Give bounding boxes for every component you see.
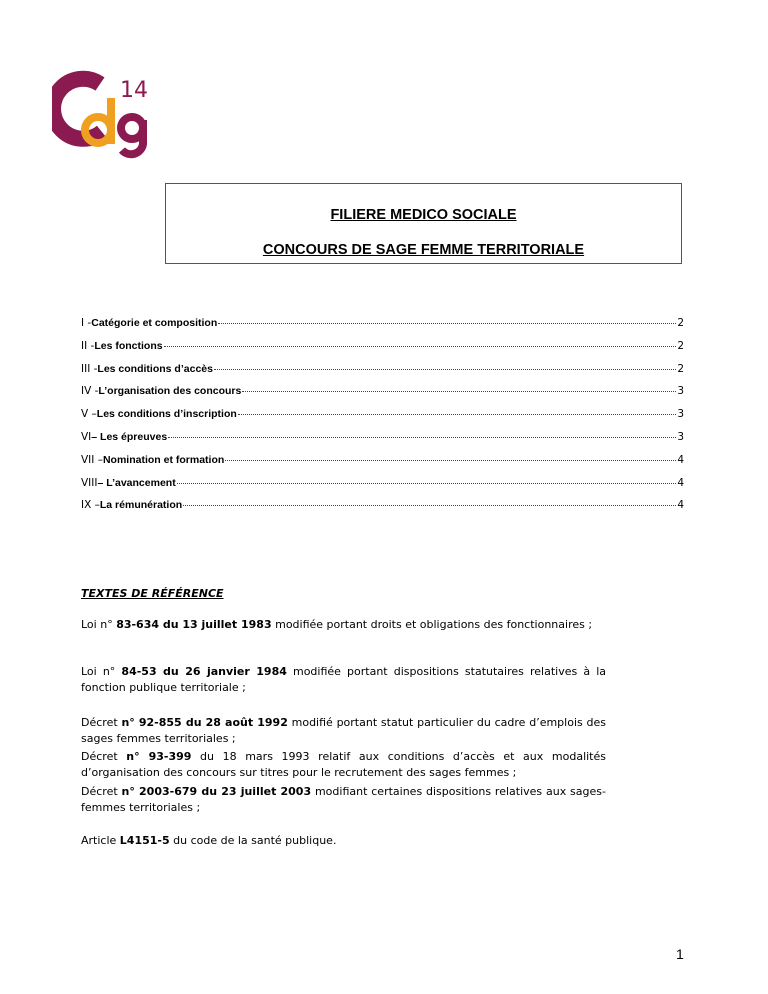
toc-item-number: I - <box>81 317 92 329</box>
reference-citation: 84-53 du 26 janvier 1984 <box>121 665 287 678</box>
toc-item[interactable] <box>81 385 684 408</box>
toc-item-number: VII – <box>81 453 103 466</box>
toc-item-label: La rémunération <box>99 499 183 512</box>
toc-leader-dots <box>177 483 677 484</box>
toc-item-label: L’organisation des concours <box>98 385 242 398</box>
document-title: CONCOURS DE SAGE FEMME TERRITORIALE <box>262 242 585 258</box>
reference-citation: n° 92-855 du 28 août 1992 <box>121 716 288 729</box>
reference-citation: n° 93-399 <box>126 750 192 763</box>
toc-item-label: Les conditions d’accès <box>97 362 213 375</box>
toc-item-number: IV - <box>81 385 99 398</box>
toc-item-label: Les fonctions <box>94 339 163 352</box>
table-of-contents <box>81 317 684 522</box>
toc-item[interactable] <box>81 431 684 454</box>
reference-description: modifié portant statut particulier du cadre d’emplois des sages femmes territoriales ; <box>81 716 606 745</box>
toc-item-label: – Les épreuves <box>91 430 168 443</box>
toc-leader-dots <box>164 346 677 347</box>
logo-number: 14 <box>120 78 148 103</box>
reference-description: du code de la santé publique. <box>169 834 337 847</box>
toc-item[interactable] <box>81 363 684 386</box>
reference-paragraph <box>81 664 606 695</box>
toc-item-label: Nomination et formation <box>102 453 225 466</box>
cdg14-logo <box>52 70 157 160</box>
toc-leader-dots <box>218 323 676 324</box>
title-box <box>165 183 682 264</box>
document-category: FILIERE MEDICO SOCIALE <box>330 207 517 223</box>
toc-item-page: 2 <box>677 362 684 375</box>
reference-citation: 83-634 du 13 juillet 1983 <box>116 618 272 631</box>
toc-item[interactable] <box>81 499 684 522</box>
reference-description: modifiée portant droits et obligations des fonctionnaires ; <box>271 618 593 631</box>
reference-paragraph <box>81 715 606 746</box>
toc-item-page: 4 <box>677 476 684 489</box>
toc-item-number: IX – <box>81 499 100 512</box>
reference-paragraph <box>81 784 606 815</box>
reference-prefix: Décret <box>81 716 122 729</box>
references-heading: TEXTES DE RÉFÉRENCE <box>81 587 224 600</box>
toc-item-page: 3 <box>677 385 684 398</box>
reference-prefix: Loi n° <box>81 618 117 631</box>
toc-item-page: 3 <box>677 430 684 443</box>
reference-prefix: Décret <box>81 785 122 798</box>
toc-item-number: II - <box>81 339 95 352</box>
reference-prefix: Article <box>81 834 120 847</box>
toc-item-page: 4 <box>677 499 684 512</box>
toc-item-number: V – <box>81 408 97 421</box>
toc-leader-dots <box>242 391 676 392</box>
toc-item-label: – L’avancement <box>97 476 176 489</box>
toc-leader-dots <box>225 460 676 461</box>
reference-paragraph <box>81 833 606 849</box>
toc-item[interactable] <box>81 317 684 340</box>
reference-citation: L4151-5 <box>119 834 170 847</box>
toc-item-page: 2 <box>677 339 684 352</box>
reference-citation: n° 2003-679 du 23 juillet 2003 <box>121 785 312 798</box>
toc-item-number: VI <box>81 430 92 443</box>
toc-item-page: 4 <box>677 453 684 466</box>
toc-item-label: Catégorie et composition <box>91 317 218 329</box>
toc-item-page: 2 <box>677 317 684 329</box>
reference-prefix: Loi n° <box>81 665 122 678</box>
page-number: 1 <box>676 946 684 962</box>
toc-leader-dots <box>168 437 676 438</box>
toc-item[interactable] <box>81 340 684 363</box>
toc-item[interactable] <box>81 408 684 431</box>
reference-description: modifiant certaines dispositions relatives aux sages-femmes territoriales ; <box>81 785 606 814</box>
reference-description: du 18 mars 1993 relatif aux conditions d’accès et aux modalités d’organisation des concours sur titres pour le recrutement des sages femmes ; <box>81 750 606 779</box>
reference-paragraph <box>81 749 606 780</box>
cdg14-logo-graphic <box>52 70 157 160</box>
toc-leader-dots <box>183 505 676 506</box>
toc-item-label: Les conditions d’inscription <box>96 408 237 421</box>
toc-item-number: VIII <box>81 476 98 489</box>
reference-paragraph <box>81 617 606 633</box>
reference-description: modifiée portant dispositions statutaires relatives à la fonction publique territoriale ; <box>81 665 606 694</box>
toc-item-page: 3 <box>677 408 684 421</box>
toc-item-number: III - <box>81 362 98 375</box>
toc-item[interactable] <box>81 454 684 477</box>
toc-item[interactable] <box>81 477 684 500</box>
toc-leader-dots <box>214 369 676 370</box>
toc-leader-dots <box>238 414 677 415</box>
reference-prefix: Décret <box>81 750 127 763</box>
